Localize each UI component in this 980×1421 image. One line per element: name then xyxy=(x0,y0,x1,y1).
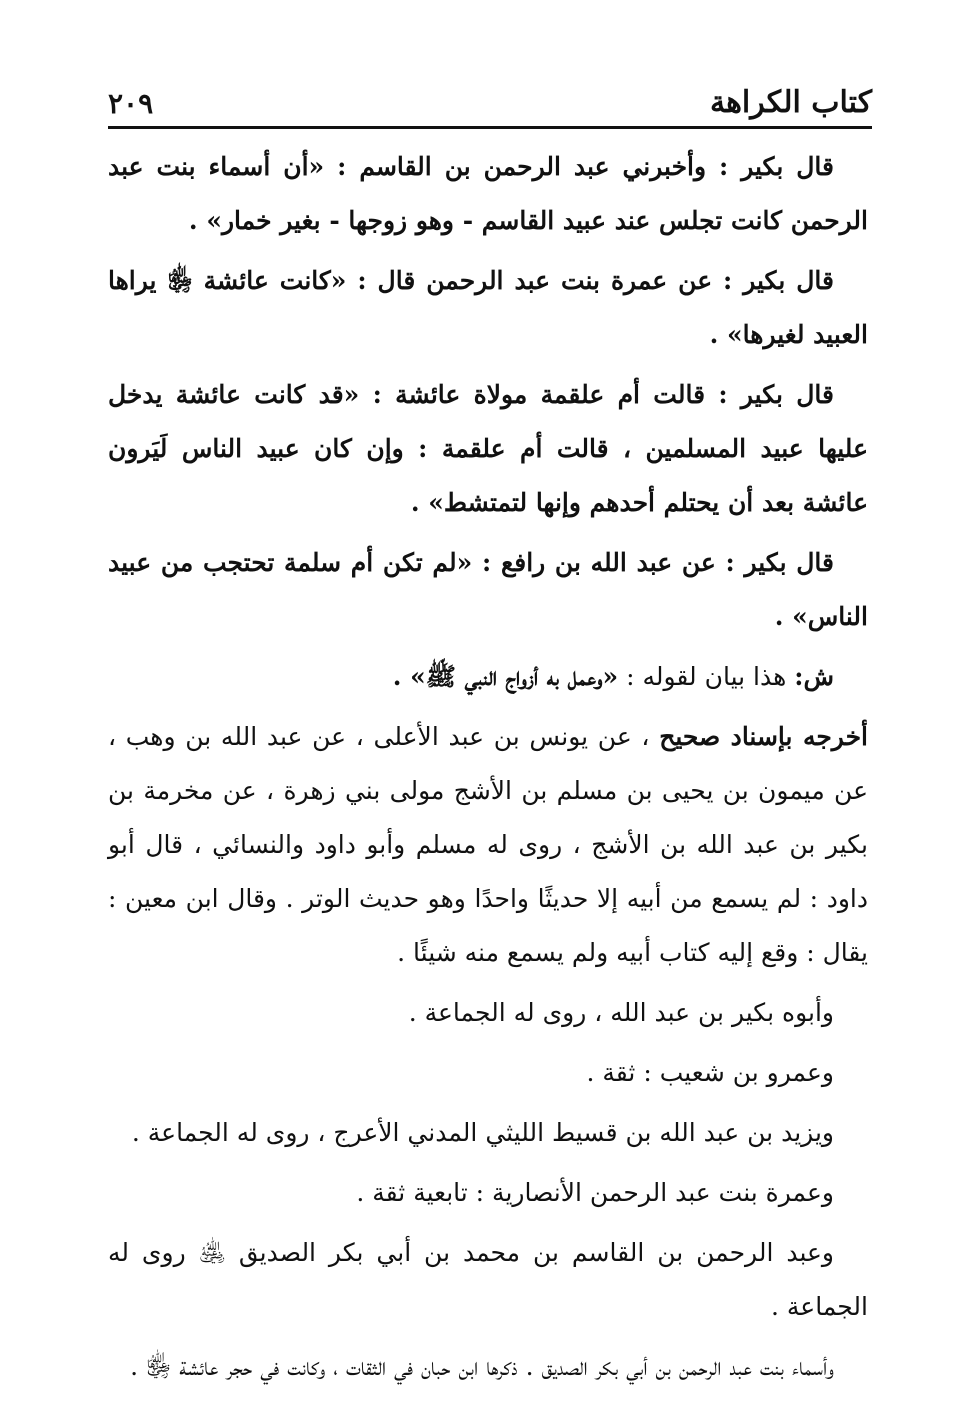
paragraph-8 xyxy=(108,1046,868,1100)
paragraph-1 xyxy=(108,140,868,248)
paragraph-text: ، عن يونس بن عبد الأعلى ، عن عبد الله بن وهب ، عن ميمون بن يحيى بن مسلم بن الأشج مولى بني زهرة ، عن مخرمة بن بكير بن عبد الله بن الأشج ، روى له مسلم وأبو داود والنسائي ، قال أبو داود : لم يسمع من أبيه إلا حديثًا واحدًا وهو حديث الوتر . وقال ابن معين : يقال : وقع إليه كتاب أبيه ولم يسمع منه شيئًا . xyxy=(108,722,868,967)
paragraph-3 xyxy=(108,368,868,530)
paragraph-text: قال بكير : قالت أم علقمة مولاة عائشة : «قد كانت عائشة يدخل عليها عبيد المسلمين ، قالت أم علقمة : وإن كان عبيد الناس لَيَرون عائشة بعد أن يحتلم أحدهم وإنها لتمتشط» . xyxy=(108,380,868,517)
paragraph-lead: أخرجه بإسناد صحيح xyxy=(659,722,868,751)
paragraph-tail: «وعمل به أزواج النبي ﷺ» . xyxy=(392,662,619,691)
running-title: كتاب الكراهة xyxy=(710,85,872,120)
paragraph-text: هذا بيان لقوله : xyxy=(618,662,795,691)
page-number: ٢٠٩ xyxy=(108,87,154,120)
paragraph-11 xyxy=(108,1226,868,1334)
paragraph-text: قال بكير : عن عبد الله بن رافع : «لم تكن أم سلمة تحتجب من عبيد الناس» . xyxy=(108,548,868,631)
paragraph-6 xyxy=(108,710,868,980)
paragraph-text: قال بكير : عن عمرة بنت عبد الرحمن قال : «كانت عائشة ﵂ يراها العبيد لغيرها» . xyxy=(108,266,868,349)
paragraph-10 xyxy=(108,1166,868,1220)
paragraph-2 xyxy=(108,254,868,362)
paragraph-text: وعبد الرحمن بن القاسم بن محمد بن أبي بكر الصديق ﵁ روى له الجماعة . xyxy=(108,1238,868,1321)
paragraph-text: قال بكير : وأخبرني عبد الرحمن بن القاسم : «أن أسماء بنت عبد الرحمن كانت تجلس عند عبيد القاسم - وهو زوجها - بغير خمار» . xyxy=(108,152,868,235)
paragraph-5 xyxy=(108,650,868,704)
page-header xyxy=(108,68,872,129)
paragraph-9 xyxy=(108,1106,868,1160)
paragraph-lead: ش: xyxy=(794,662,834,691)
paragraph-text: وعمرو بن شعيب : ثقة . xyxy=(586,1058,834,1087)
paragraph-12 xyxy=(108,1340,868,1394)
body-text xyxy=(108,140,868,1400)
paragraph-text: ويزيد بن عبد الله بن قسيط الليثي المدني الأعرج ، روى له الجماعة . xyxy=(131,1118,834,1147)
paragraph-text: وأبوه بكير بن عبد الله ، روى له الجماعة . xyxy=(408,998,834,1027)
paragraph-text: وعمرة بنت عبد الرحمن الأنصارية : تابعية ثقة . xyxy=(356,1178,834,1207)
paragraph-4 xyxy=(108,536,868,644)
paragraph-7 xyxy=(108,986,868,1040)
paragraph-text: وأسماء بنت عبد الرحمن بن أبي بكر الصديق . ذكرها ابن حبان في الثقات ، وكانت في حجر عائشة ﵂ . xyxy=(130,1352,834,1381)
